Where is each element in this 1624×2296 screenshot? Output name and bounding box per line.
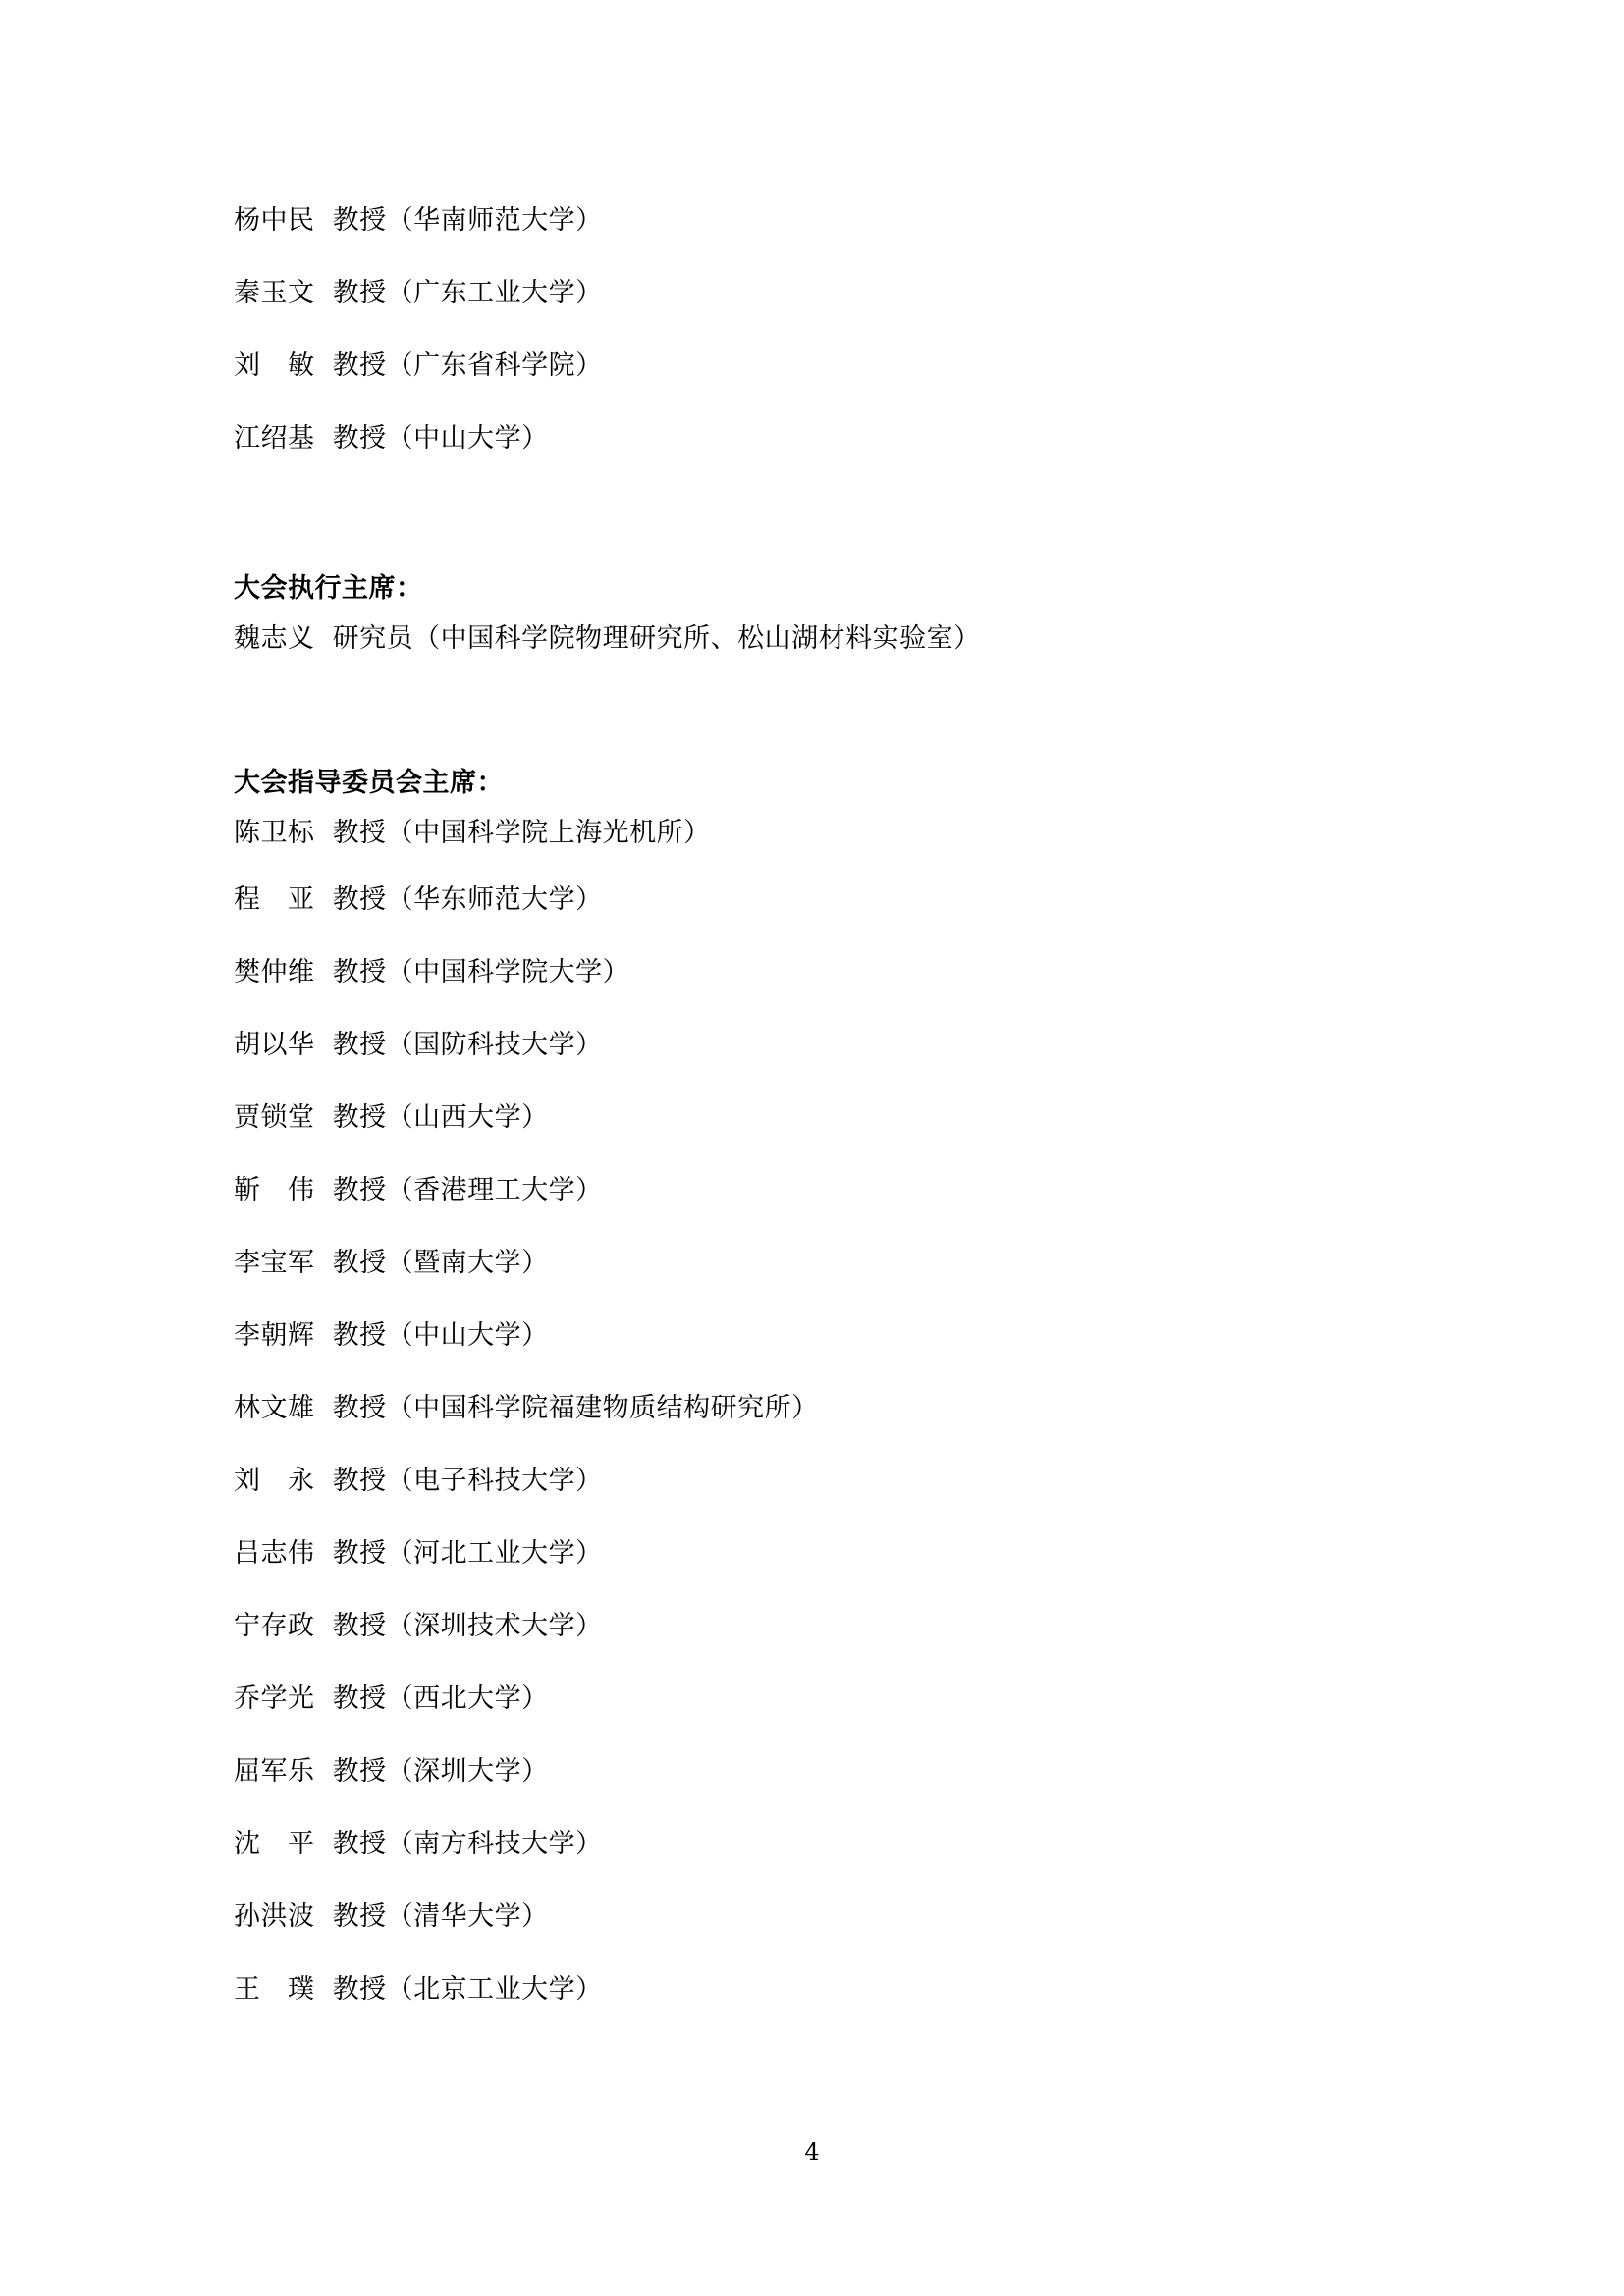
list-item: 魏志义 研究员（中国科学院物理研究所、松山湖材料实验室）	[234, 623, 981, 654]
list-item: 李宝军 教授（暨南大学）	[234, 1248, 549, 1278]
list-item: 孙洪波 教授（清华大学）	[234, 1901, 549, 1932]
list-item: 沈 平 教授（南方科技大学）	[234, 1829, 603, 1859]
list-item: 刘 敏 教授（广东省科学院）	[234, 350, 603, 381]
list-item: 樊仲维 教授（中国科学院大学）	[234, 957, 630, 988]
section-heading: 大会执行主席：	[234, 573, 423, 604]
section-executive-chair	[234, 569, 1392, 669]
section-spacer	[234, 669, 1392, 764]
list-item: 刘 永 教授（电子科技大学）	[234, 1466, 603, 1496]
list-item: 靳 伟 教授（香港理工大学）	[234, 1175, 603, 1205]
list-item: 宁存政 教授（深圳技术大学）	[234, 1611, 603, 1641]
section-steering-committee-chair	[234, 764, 1392, 2026]
list-item: 秦玉文 教授（广东工业大学）	[234, 278, 603, 308]
list-item: 屈军乐 教授（深圳大学）	[234, 1756, 549, 1787]
list-item: 胡以华 教授（国防科技大学）	[234, 1030, 603, 1060]
list-item: 吕志伟 教授（河北工业大学）	[234, 1538, 603, 1569]
list-item: 江绍基 教授（中山大学）	[234, 423, 549, 454]
page-number: 4	[804, 2138, 820, 2165]
list-item: 贾锁堂 教授（山西大学）	[234, 1102, 549, 1133]
section-heading: 大会指导委员会主席：	[234, 768, 504, 798]
list-item: 李朝辉 教授（中山大学）	[234, 1320, 549, 1351]
section-advisors-continued	[234, 185, 1392, 475]
list-item: 乔学光 教授（西北大学）	[234, 1683, 549, 1714]
page-content	[234, 185, 1392, 2026]
list-item: 陈卫标 教授（中国科学院上海光机所）	[234, 818, 711, 848]
list-item: 杨中民 教授（华南师范大学）	[234, 205, 603, 236]
list-item: 程 亚 教授（华东师范大学）	[234, 884, 603, 915]
list-item: 王 璞 教授（北京工业大学）	[234, 1974, 603, 2004]
section-spacer	[234, 475, 1392, 569]
list-item: 林文雄 教授（中国科学院福建物质结构研究所）	[234, 1393, 819, 1423]
